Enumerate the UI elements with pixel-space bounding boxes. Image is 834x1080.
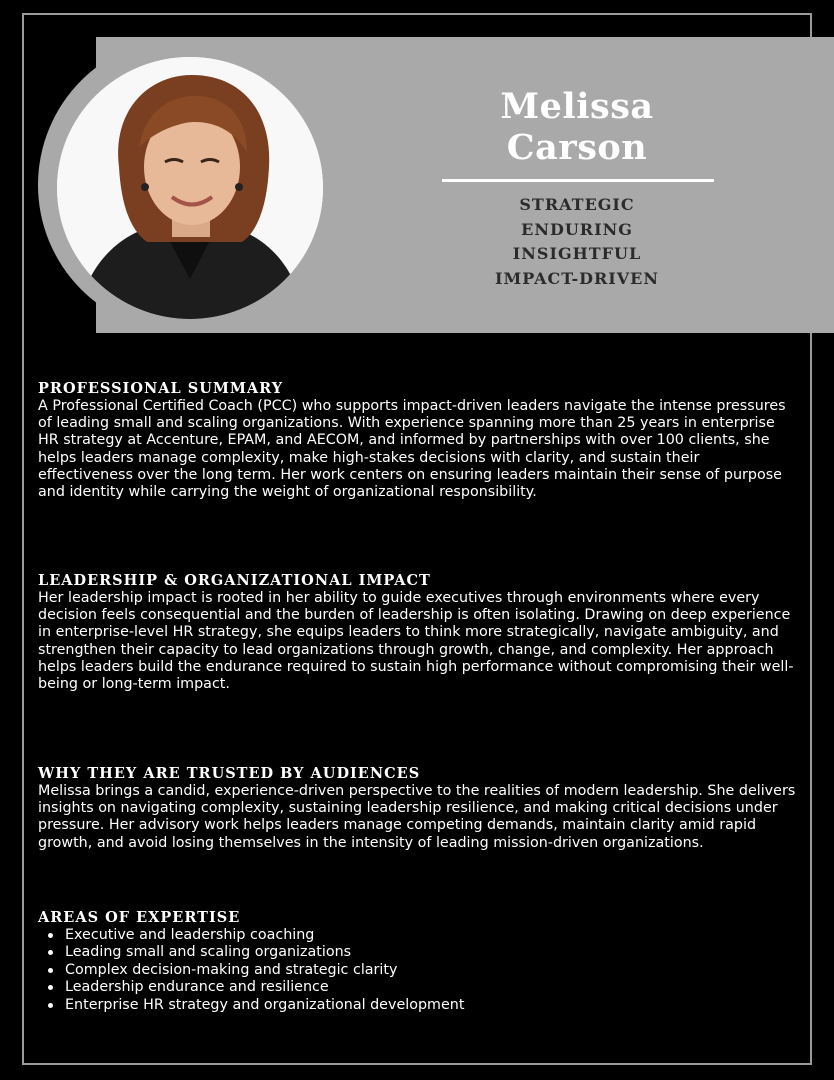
- leadership-impact-section: [38, 572, 798, 693]
- section-heading: LEADERSHIP & ORGANIZATIONAL IMPACT: [38, 572, 431, 589]
- section-body: A Professional Certified Coach (PCC) who supports impact-driven leaders navigate the intense pressures of leading small and scaling organizations. With experience spanning more than 25 years in enterprise HR strategy at Accenture, EPAM, and AECOM, and informed by partnerships with over 100 clients, she helps leaders manage complexity, make high-stakes decisions with clarity, and sustain their effectiveness over the long term. Her work centers on ensuring leaders maintain their sense of purpose and identity while carrying the weight of organizational responsibility.: [38, 398, 786, 501]
- list-item: Leading small and scaling organizations: [65, 944, 798, 961]
- section-body: Melissa brings a candid, experience-driven perspective to the realities of modern leadership. She delivers insights on navigating complexity, sustaining leadership resilience, and making critical decisions under pressure. Her advisory work helps leaders manage competing demands, maintain clarity amid rapid growth, and avoid losing themselves in the intensity of leading mission-driven organizations.: [38, 783, 796, 851]
- trait-item: STRATEGIC: [519, 195, 635, 214]
- areas-of-expertise-section: [38, 909, 798, 1014]
- trait-item: ENDURING: [521, 219, 633, 239]
- profile-photo: [57, 57, 323, 319]
- trusted-by-audiences-section: [38, 765, 798, 852]
- name-divider: [442, 179, 714, 182]
- list-item: Complex decision-making and strategic clarity: [65, 962, 798, 979]
- trait-item: INSIGHTFUL: [512, 244, 642, 263]
- professional-summary-section: [38, 380, 798, 501]
- expertise-list: [38, 927, 798, 1014]
- section-heading: PROFESSIONAL SUMMARY: [38, 380, 284, 397]
- list-item: Leadership endurance and resilience: [65, 979, 798, 996]
- person-name: [442, 86, 712, 168]
- section-body: Her leadership impact is rooted in her ability to guide executives through environments where every decision feels consequential and the burden of leadership is often isolating. Drawing on deep experience in enterprise-level HR strategy, she equips leaders to think more strategically, navigate ambiguity, and strengthen their capacity to lead organizations through growth, change, and complexity. Her approach helps leaders build the endurance required to sustain high performance without compromising their well-being or long-term impact.: [38, 590, 794, 693]
- last-name: Carson: [506, 127, 648, 168]
- list-item: Executive and leadership coaching: [65, 927, 798, 944]
- trait-item: IMPACT-DRIVEN: [495, 268, 659, 288]
- section-heading: WHY THEY ARE TRUSTED BY AUDIENCES: [38, 765, 421, 782]
- first-name: Melissa: [500, 86, 654, 127]
- list-item: Enterprise HR strategy and organizational development: [65, 997, 798, 1014]
- section-heading: AREAS OF EXPERTISE: [38, 909, 241, 926]
- trait-list: [442, 193, 712, 291]
